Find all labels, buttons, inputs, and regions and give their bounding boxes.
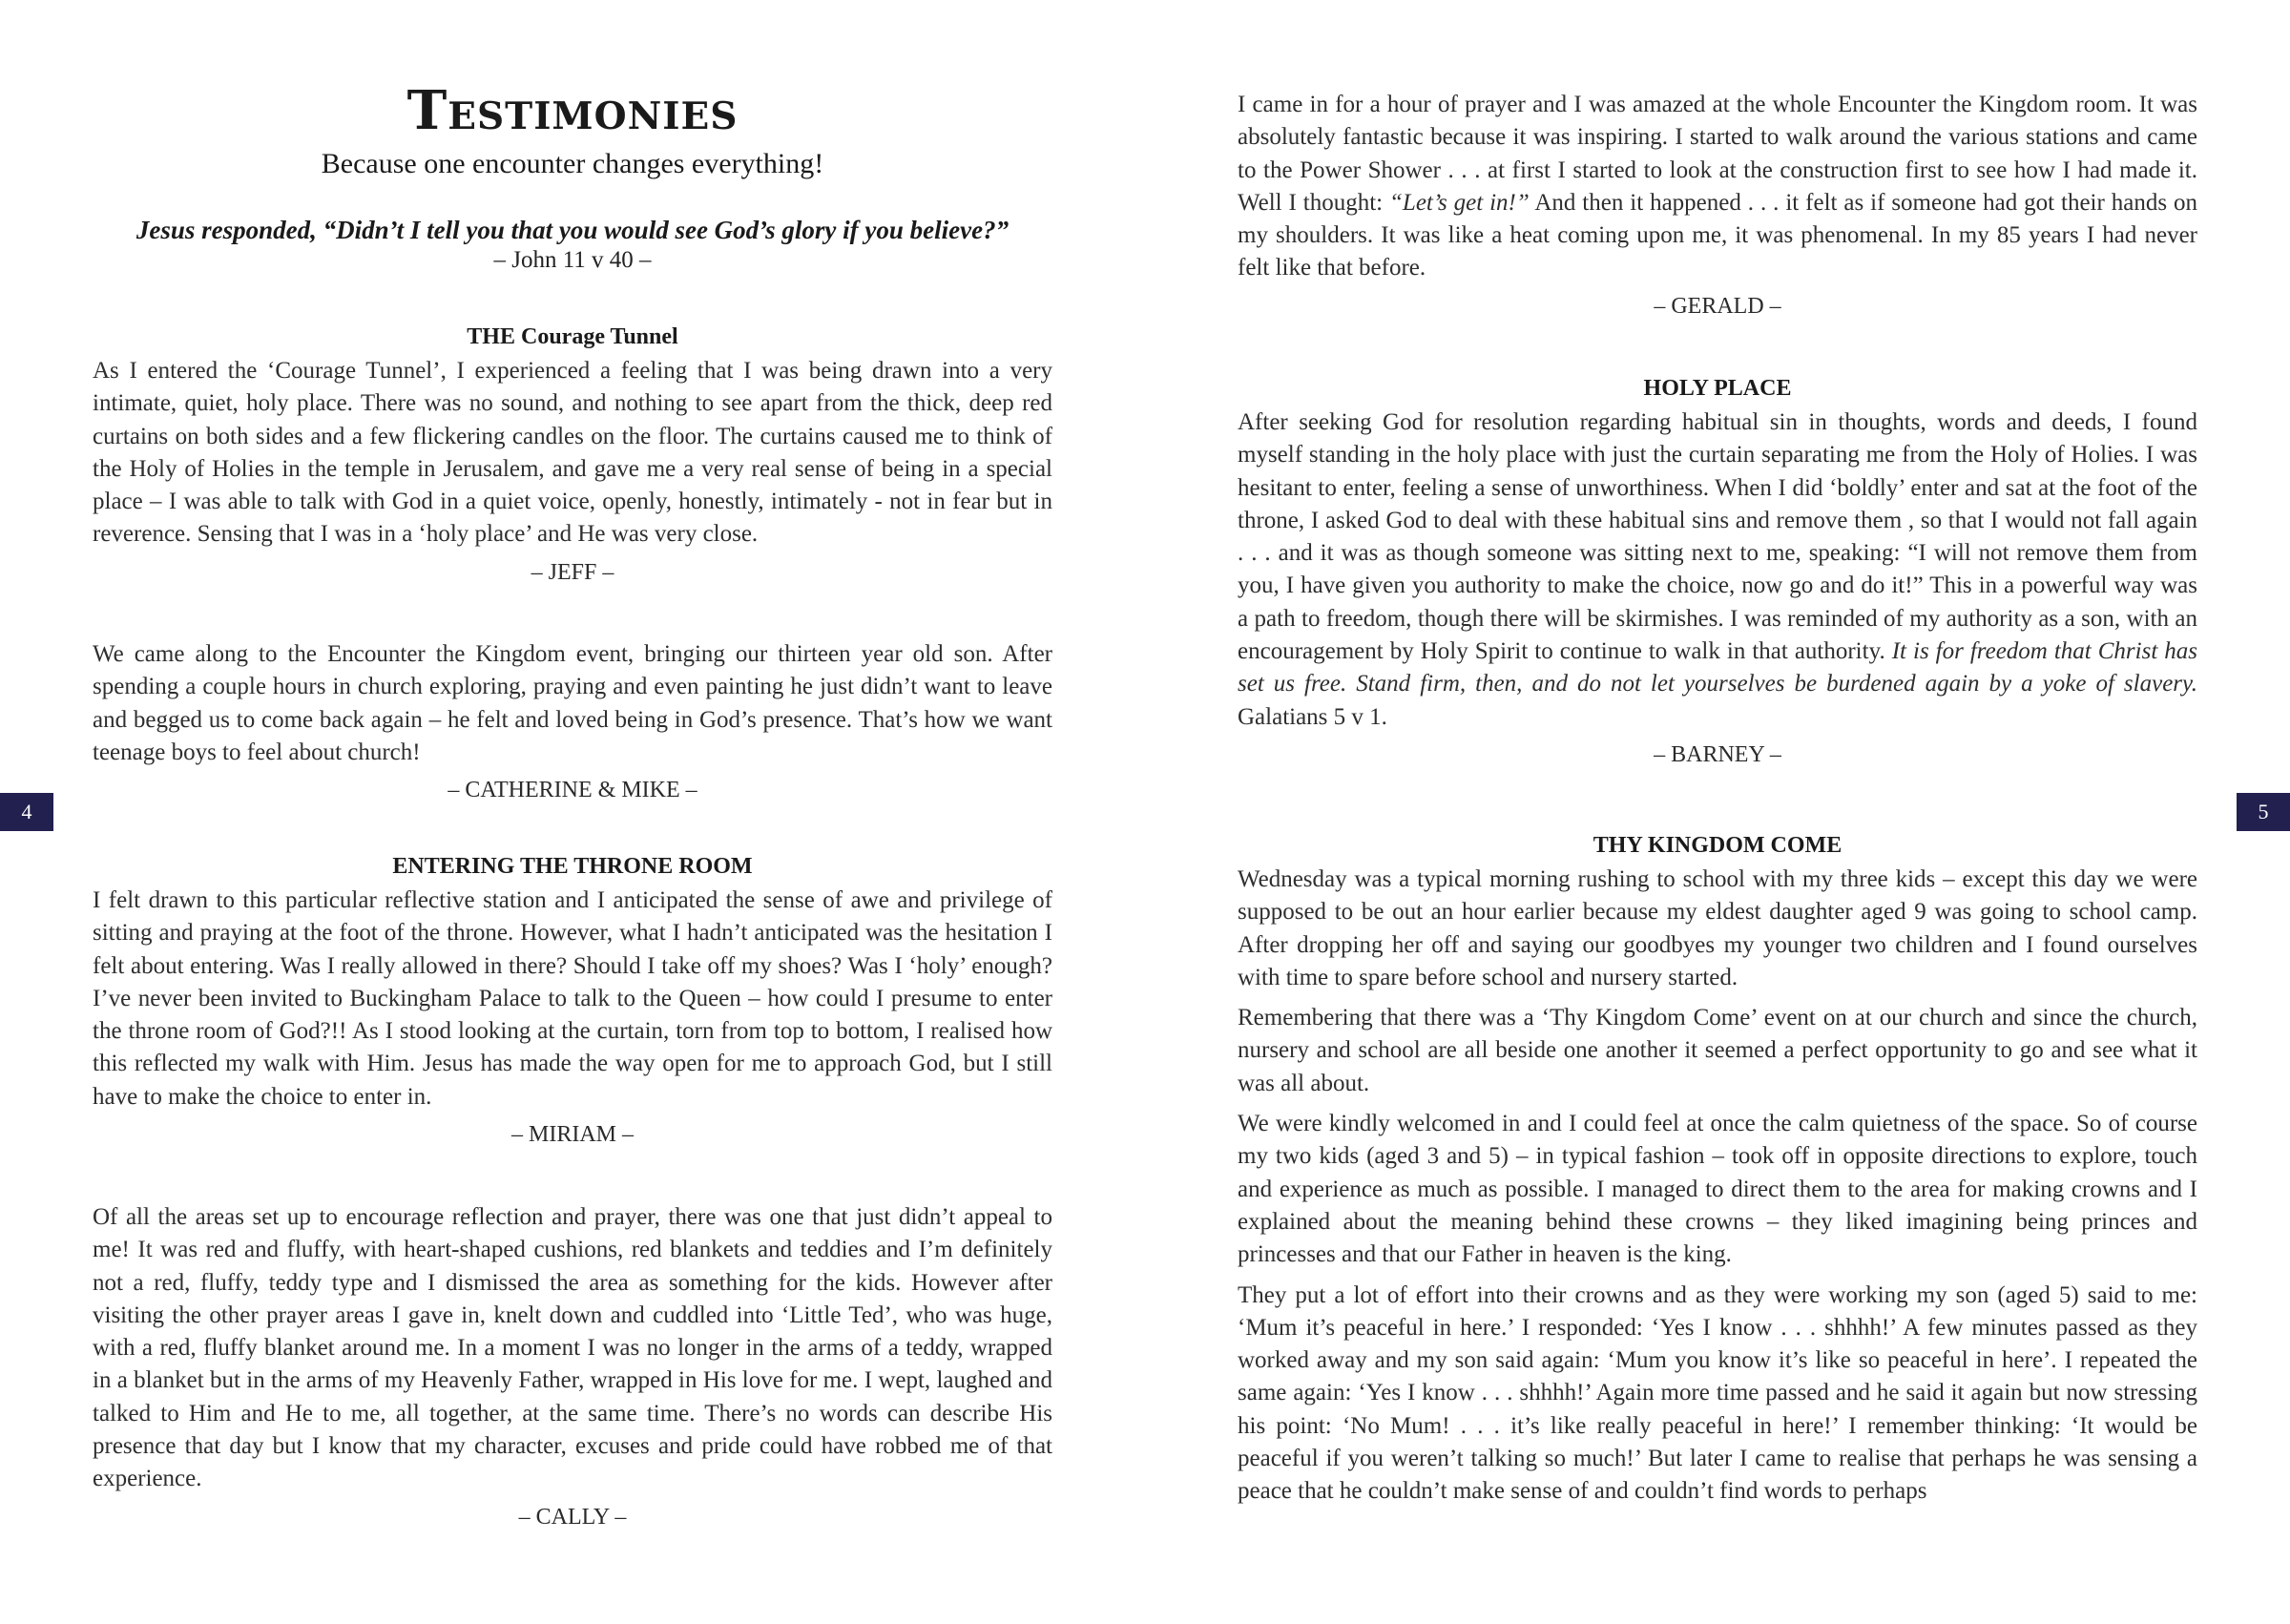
- testimony-paragraph: They put a lot of effort into their crowns and as they were working my son (aged 5) said to me: ‘Mum it’s peaceful in here.’ I responded: ‘Yes I know . . . shhhh!’ A few minutes passed as they worked away and my son said again: ‘Mum you know it’s like so peaceful in here’. I repeated the same again: ‘Yes I know . . . shhhh!’ Again more time passed and he said it again but now stressing his point: ‘No Mum! . . . it’s like really peaceful in here!’ I remember thinking: ‘It would be peaceful if you weren’t talking so much!’ But later I came to realise that perhaps he was sensing a peace that he couldn’t make sense of and couldn’t find words to perhaps: [1238, 1281, 2197, 1505]
- testimony-cally: [93, 1201, 1052, 1531]
- testimony-text: Of all the areas set up to encourage reflection and prayer, there was one that just didn’t appeal to me! It was red and fluffy, with heart-shaped cushions, red blankets and teddies and I’m definitely not a red, fluffy, teddy type and I dismissed the area as something for the kids. However after visiting the other prayer areas I gave in, knelt down and cuddled into ‘Little Ted’, who was huge, with a red, fluffy blanket around me. In a moment I was no longer in the arms of a teddy, wrapped in a blanket but in the arms of my Heavenly Father, wrapped in His love for me. I wept, laughed and talked to Him and He to me, all together, at the same time. There’s no words can describe His presence that day but I know that my character, excuses and pride could have robbed me of that experience.: [93, 1204, 1052, 1492]
- testimony-signature: – JEFF –: [531, 559, 614, 585]
- page-subtitle: Because one encounter changes everything!: [321, 148, 824, 179]
- testimony-jeff: [93, 323, 1052, 587]
- scripture-reference: – John 11 v 40 –: [493, 247, 652, 273]
- testimony-signature: – CATHERINE & MIKE –: [448, 778, 697, 803]
- testimony-catherine-mike: [93, 638, 1052, 804]
- testimony-paragraph: Wednesday was a typical morning rushing to school with my three kids – except this day we were supposed to be out an hour earlier because my eldest daughter aged 9 was going to school camp. After dropping her off and saying our goodbyes my younger two children and I found ourselves with time to spare before school and nursery started.: [1238, 866, 2197, 990]
- testimony-miriam: [93, 852, 1052, 1149]
- page-number-right: 5: [2237, 793, 2290, 831]
- testimony-paragraph: Remembering that there was a ‘Thy Kingdom Come’ event on at our church and since the church, nursery and school are all beside one another it seemed a perfect opportunity to go and see what it was all about.: [1238, 1005, 2197, 1096]
- section-heading: HOLY PLACE: [1643, 376, 1792, 401]
- testimony-text: As I entered the ‘Courage Tunnel’, I experienced a feeling that I was being drawn into a very intimate, quiet, holy place. There was no sound, and nothing to see apart from the thick, deep red curtains on both sides and a few flickering candles on the floor. The curtains caused me to think of the Holy of Holies in the temple in Jerusalem, and gave me a very real sense of being in a special place – I was able to talk with God in a quiet voice, openly, honestly, intimately - not in fear but in reverence. Sensing that I was in a ‘holy place’ and He was very close.: [93, 358, 1052, 548]
- section-heading: THE Courage Tunnel: [467, 324, 678, 349]
- testimony-signature: – BARNEY –: [1654, 741, 1781, 767]
- testimony-text: I came in for a hour of prayer and I was amazed at the whole Encounter the Kingdom room. It was absolutely fantastic because it was inspiring. I started to walk around the various stations and came to the Power Shower . . . at first I started to look at the construction first to see how I had made it. Well I thought: “Let’s get in!” And then it happened . . . it felt as if someone had got their hands on my shoulders. It was like a heat coming upon me, it was phenomenal. In my 85 years I had never felt like that before.: [1238, 92, 2197, 281]
- testimony-thy-kingdom-come: [1238, 831, 2197, 1509]
- section-heading: THY KINGDOM COME: [1593, 833, 1842, 858]
- page-number-left: 4: [0, 793, 53, 831]
- bible-verse: It is for freedom that Christ has set us free. Stand firm, then, and do not let yourselves be burdened again by a yoke of slavery.: [1238, 638, 2198, 697]
- left-page: [93, 0, 1052, 1624]
- scripture-quote: Jesus responded, “Didn’t I tell you that you would see God’s glory if you believe?”: [135, 216, 1010, 244]
- testimony-signature: – MIRIAM –: [510, 1122, 634, 1148]
- emphasis-quote: “Let’s get in!”: [1389, 189, 1530, 216]
- testimony-text: I felt drawn to this particular reflective station and I anticipated the sense of awe and privilege of sitting and praying at the foot of the throne. However, what I hadn’t anticipated was the hesitation I felt about entering. Was I really allowed in there? Should I take off my shoes? Was I ‘holy’ enough? I’ve never been invited to Buckingham Palace to talk to the Queen – how could I presume to enter the throne room of God?!! As I stood looking at the curtain, torn from top to bottom, I realised how this reflected my walk with Him. Jesus has made the way open for me to approach God, but I still have to make the choice to enter in.: [93, 887, 1052, 1110]
- testimony-paragraph: We were kindly welcomed in and I could feel at once the calm quietness of the space. So of course my two kids (aged 3 and 5) – in typical fashion – took off in opposite directions to explore, touch and experience as much as possible. I managed to direct them to the area for making crowns and I explained about the meaning behind these crowns – they liked imagining being princes and princesses and that our Father in heaven is the king.: [1238, 1111, 2197, 1268]
- testimony-text: After seeking God for resolution regarding habitual sin in thoughts, words and deeds, I found myself standing in the holy place with just the curtain separating me from the Holy of Holies. I was hesitant to enter, feeling a sense of unworthiness. When I did ‘boldly’ enter and sat at the foot of the throne, I asked God to deal with these habitual sins and remove them , so that I would not fall again . . . and it was as though someone was sitting next to me, speaking: “I will not remove them from you, I have given you authority to make the choice, now go and do it!” This in a powerful way was a path to freedom, though there will be skirmishes. I was reminded of my authority as a son, with an encouragement by Holy Spirit to continue to walk in that authority. It is for freedom that Christ has set us free. Stand firm, then, and do not let yourselves be burdened again by a yoke of slavery. Galatians 5 v 1.: [1238, 409, 2198, 730]
- testimony-signature: – CALLY –: [518, 1504, 627, 1530]
- section-heading: ENTERING THE THRONE ROOM: [392, 854, 753, 879]
- page-title: Testimonies: [406, 79, 739, 142]
- right-page: [1238, 0, 2197, 1624]
- testimony-text: We came along to the Encounter the Kingdom event, bringing our thirteen year old son. After spending a couple hours in church exploring, praying and even painting he just didn’t want to leave and begged us to come back again – he felt and loved being in God’s presence. That’s how we want teenage boys to feel about church!: [93, 641, 1052, 765]
- testimony-barney: [1238, 374, 2197, 769]
- bible-verse-reference: Galatians 5 v 1.: [1238, 703, 1387, 730]
- testimony-signature: – GERALD –: [1654, 293, 1781, 319]
- testimony-gerald: [1238, 89, 2197, 321]
